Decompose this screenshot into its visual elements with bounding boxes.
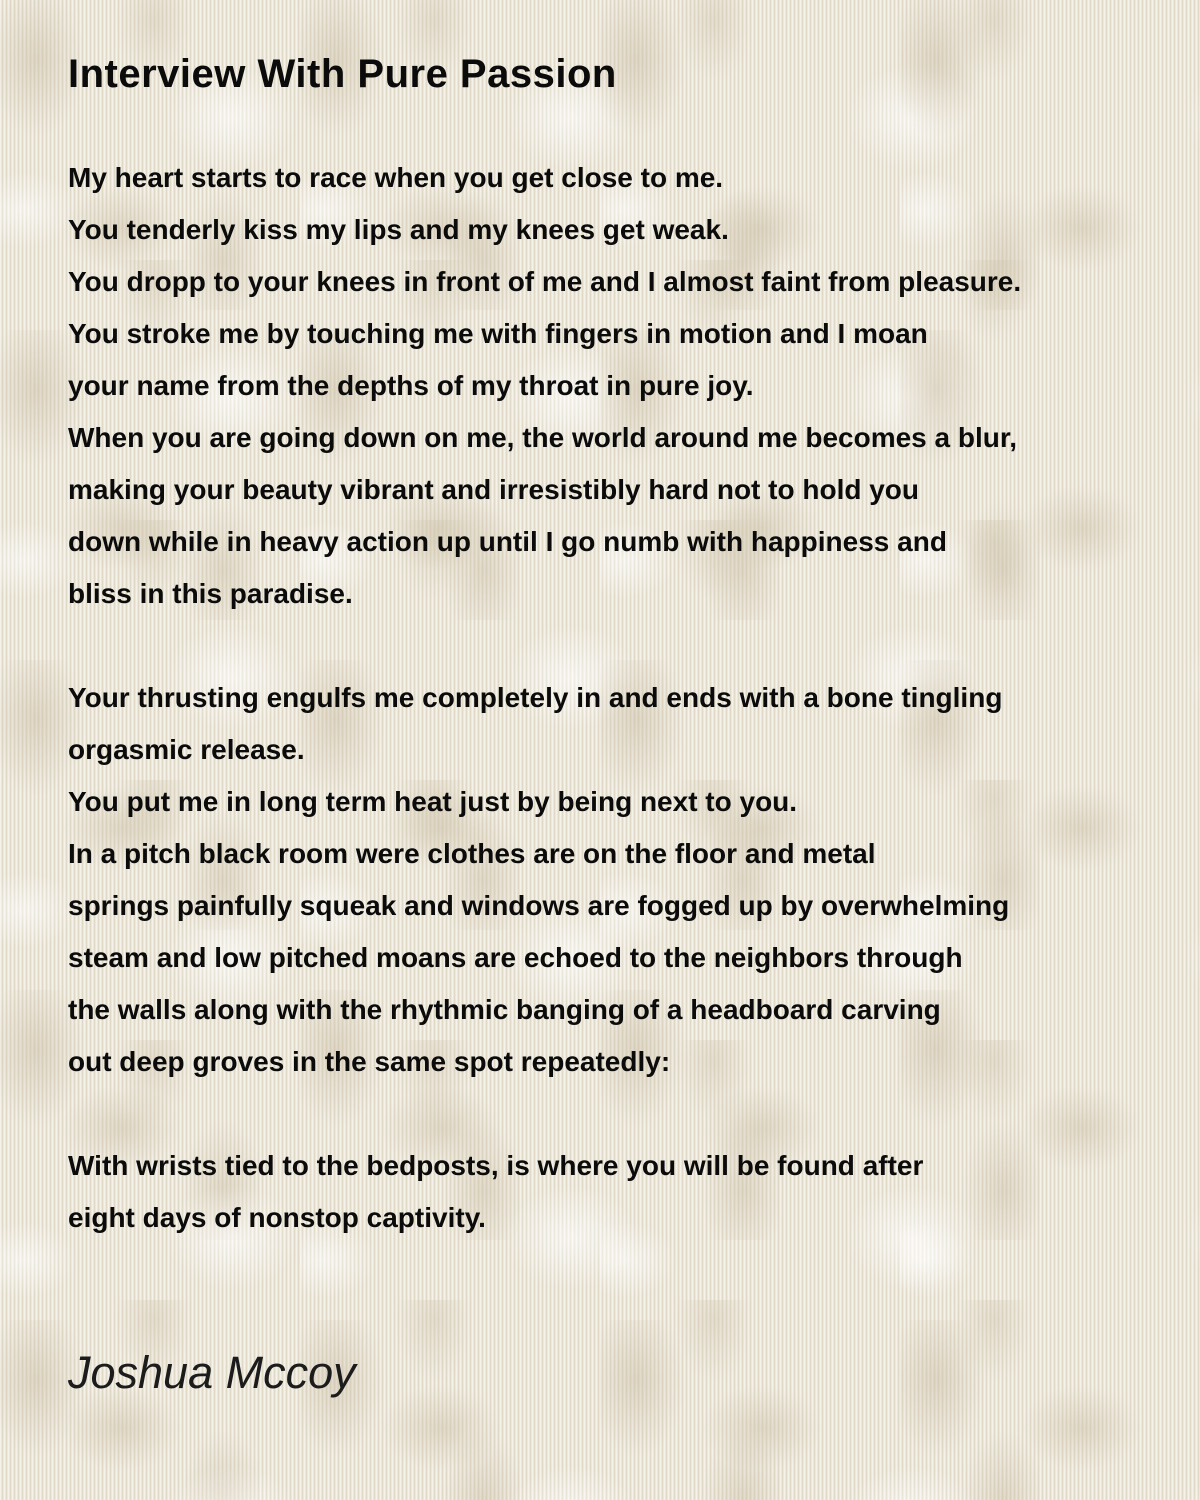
stanza — [68, 152, 1172, 620]
poem-line: making your beauty vibrant and irresistibly hard not to hold you — [68, 474, 920, 505]
poem-line: steam and low pitched moans are echoed to the neighbors through — [68, 942, 963, 973]
poem-page — [0, 50, 1200, 1500]
poem-line: springs painfully squeak and windows are fogged up by overwhelming — [68, 890, 1010, 921]
poem-line: With wrists tied to the bedposts, is where you will be found after — [68, 1150, 924, 1181]
poem-line: In a pitch black room were clothes are on the floor and metal — [68, 838, 876, 869]
poem-line: the walls along with the rhythmic banging of a headboard carving — [68, 994, 941, 1025]
author-name: Joshua Mccoy — [68, 1347, 356, 1398]
poem-line: You tenderly kiss my lips and my knees get weak. — [68, 214, 729, 245]
poem-line: When you are going down on me, the world around me becomes a blur, — [68, 422, 1017, 453]
poem-line: My heart starts to race when you get close to me. — [68, 162, 724, 193]
stanza — [68, 1140, 1172, 1244]
poem-line: out deep groves in the same spot repeatedly: — [68, 1046, 671, 1077]
poem — [68, 152, 1172, 1244]
poem-line: your name from the depths of my throat in pure joy. — [68, 370, 754, 401]
poem-line: Your thrusting engulfs me completely in and ends with a bone tingling — [68, 682, 1003, 713]
stanza — [68, 672, 1172, 1088]
poem-line: You dropp to your knees in front of me and I almost faint from pleasure. — [68, 266, 1022, 297]
poem-line: eight days of nonstop captivity. — [68, 1202, 486, 1233]
poem-line: down while in heavy action up until I go numb with happiness and — [68, 526, 947, 557]
poem-line: bliss in this paradise. — [68, 578, 353, 609]
poem-line: orgasmic release. — [68, 734, 305, 765]
poem-line: You stroke me by touching me with fingers in motion and I moan — [68, 318, 928, 349]
poem-line: You put me in long term heat just by being next to you. — [68, 786, 798, 817]
poem-title: Interview With Pure Passion — [68, 52, 617, 96]
